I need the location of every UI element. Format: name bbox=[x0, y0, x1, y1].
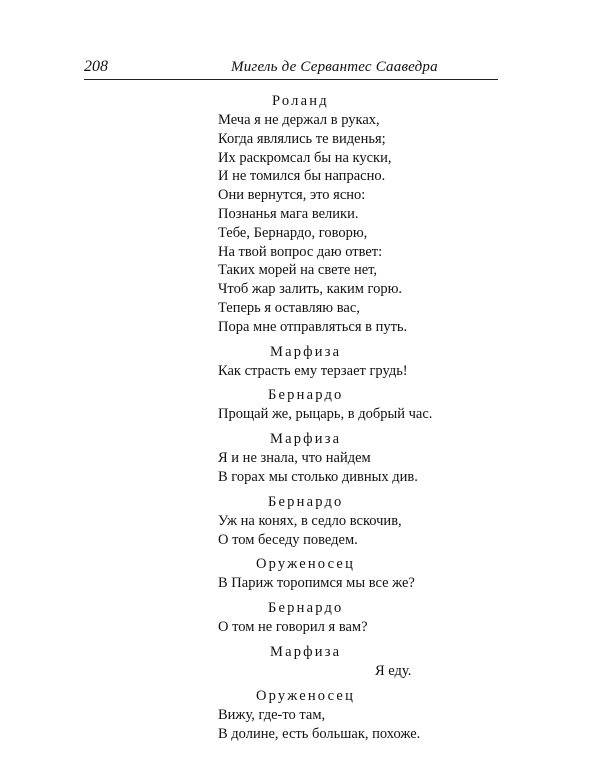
verse-line: О том беседу поведем. bbox=[218, 531, 358, 548]
dialogue-block bbox=[218, 430, 518, 487]
verse-line: Уж на конях, в седло вскочив, bbox=[218, 512, 402, 529]
verse-line: О том не говорил я вам? bbox=[218, 619, 368, 636]
verse-line: Меча я не держал в руках, bbox=[218, 112, 380, 128]
speaker-name: Бернардо bbox=[268, 387, 344, 404]
verse-line: В Париж торопимся мы все же? bbox=[218, 575, 415, 592]
speaker-name: Марфиза bbox=[270, 643, 342, 660]
speaker-name: Роланд bbox=[272, 93, 329, 109]
play-text bbox=[218, 92, 518, 749]
speaker-name: Оруженосец bbox=[256, 687, 356, 704]
page-header bbox=[84, 58, 498, 84]
verse-line: Я и не знала, что найдем bbox=[218, 450, 371, 467]
verse-line: Когда являлись те виденья; bbox=[218, 130, 386, 147]
dialogue-block bbox=[218, 343, 518, 381]
verse-line: Теперь я оставляю вас, bbox=[218, 299, 360, 316]
dialogue-block bbox=[218, 493, 518, 550]
dialogue-block bbox=[218, 386, 518, 424]
speaker-name: Оруженосец bbox=[256, 556, 356, 573]
dialogue-block bbox=[218, 687, 518, 744]
verse-line: Тебе, Бернардо, говорю, bbox=[218, 224, 368, 241]
header-rule bbox=[84, 79, 498, 80]
verse-line: Я еду. bbox=[375, 662, 412, 679]
verse-line: Как страсть ему терзает грудь! bbox=[218, 362, 408, 379]
verse-line: Пора мне отправляться в путь. bbox=[218, 318, 408, 335]
dialogue-block bbox=[218, 643, 518, 681]
verse-line: И не томился бы напрасно. bbox=[218, 168, 386, 185]
verse-line: На твой вопрос даю ответ: bbox=[218, 243, 383, 260]
verse-line: В горах мы столько дивных див. bbox=[218, 468, 418, 485]
speaker-name: Марфиза bbox=[270, 343, 342, 360]
verse-line: В долине, есть большак, похоже. bbox=[218, 725, 421, 742]
verse-line: Прощай же, рыцарь, в добрый час. bbox=[218, 406, 433, 423]
dialogue-block bbox=[218, 599, 518, 637]
verse-line: Вижу, где-то там, bbox=[218, 706, 326, 723]
verse-line: Таких морей на свете нет, bbox=[218, 262, 378, 279]
verse-line: Они вернутся, это ясно: bbox=[218, 187, 366, 204]
speaker-name: Марфиза bbox=[270, 431, 342, 448]
speaker-name: Бернардо bbox=[268, 493, 344, 510]
page-number: 208 bbox=[84, 58, 108, 75]
running-title: Мигель де Сервантес Сааведра bbox=[231, 59, 438, 75]
verse-line: Чтоб жар залить, каким горю. bbox=[218, 281, 403, 298]
dialogue-block bbox=[218, 555, 518, 593]
dialogue-block bbox=[218, 92, 518, 337]
speaker-name: Бернардо bbox=[268, 600, 344, 617]
verse-line: Познанья мага велики. bbox=[218, 205, 359, 222]
verse-line: Их раскромсал бы на куски, bbox=[218, 149, 392, 166]
